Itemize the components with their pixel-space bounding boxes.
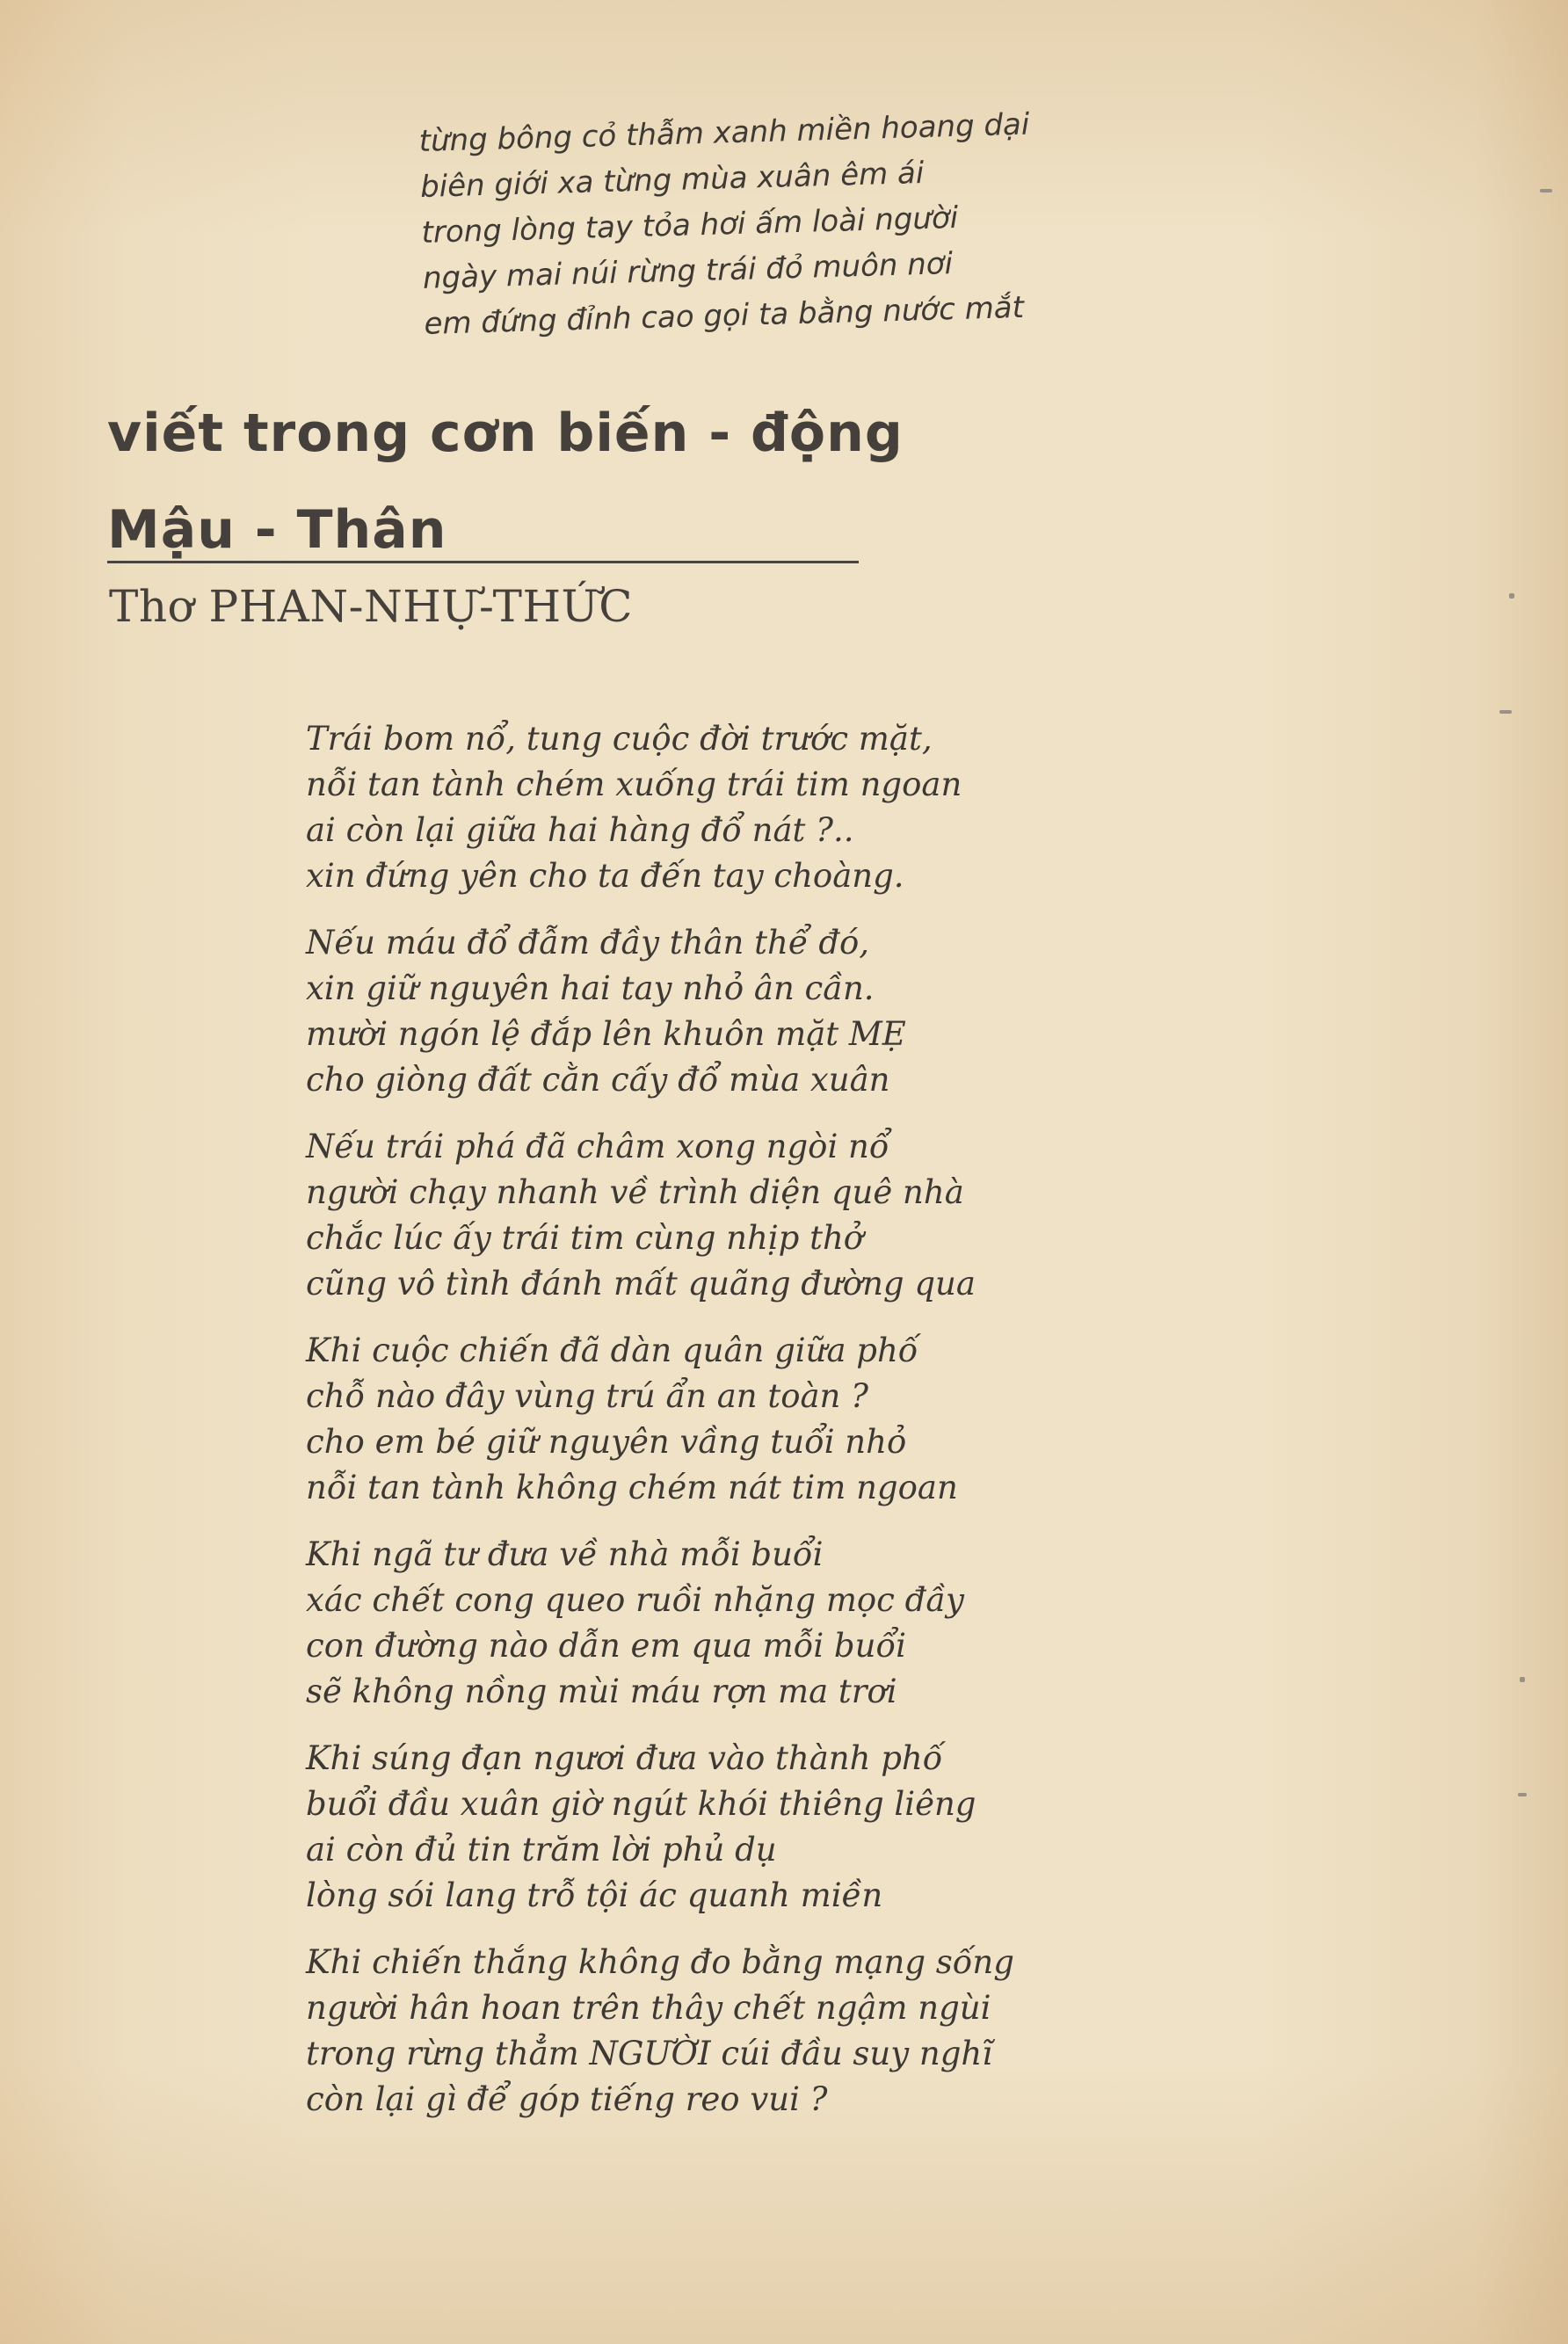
poem-line: Trái bom nổ, tung cuộc đời trước mặt, [306, 720, 933, 758]
poem-line: buổi đầu xuân giờ ngút khói thiêng liêng [306, 1785, 976, 1823]
poem-line: cũng vô tình đánh mất quãng đường qua [306, 1265, 976, 1303]
top-stanza-line: ngày mai núi rừng trái đỏ muôn nơi [422, 246, 954, 296]
poem-line: Khi súng đạn ngươi đưa vào thành phố [306, 1739, 943, 1777]
poem-line: mười ngón lệ đắp lên khuôn mặt MẸ [306, 1015, 906, 1053]
poem-line: còn lại gì để góp tiếng reo vui ? [306, 2080, 828, 2118]
top-stanza-line: từng bông cỏ thẫm xanh miền hoang dại [418, 106, 1030, 159]
poem-line: xin giữ nguyên hai tay nhỏ ân cần. [306, 969, 875, 1007]
poem-line: cho giòng đất cằn cấy đổ mùa xuân [306, 1061, 890, 1099]
paper-speck [1499, 710, 1512, 714]
paper-speck [1520, 1677, 1525, 1682]
poem-title-line-2: Mậu - Thân [107, 499, 447, 561]
poem-line: người hân hoan trên thây chết ngậm ngùi [306, 1989, 991, 2027]
poem-line: trong rừng thẳm NGƯỜI cúi đầu suy nghĩ [306, 2035, 993, 2072]
poem-line: sẽ không nồng mùi máu rợn ma trơi [306, 1673, 897, 1710]
poem-line: ai còn lại giữa hai hàng đổ nát ?.. [306, 811, 854, 849]
stanza [306, 1736, 1097, 1919]
paper-speck [1509, 593, 1514, 599]
poem-line: Nếu máu đổ đẫm đầy thân thể đó, [306, 924, 870, 962]
stanza [306, 1532, 1097, 1715]
stanza [306, 1124, 1097, 1307]
title-divider [107, 561, 859, 563]
poem-line: cho em bé giữ nguyên vầng tuổi nhỏ [306, 1423, 907, 1461]
stanza [306, 1328, 1097, 1511]
paper-speck [1518, 1793, 1527, 1796]
top-stanza [418, 99, 1128, 347]
poem-line: nỗi tan tành chém xuống trái tim ngoan [306, 766, 962, 803]
paper-speck [1540, 189, 1552, 192]
poem-line: lòng sói lang trỗ tội ác quanh miền [306, 1876, 883, 1914]
poem-line: Khi ngã tư đưa về nhà mỗi buổi [306, 1535, 824, 1573]
poem-line: Nếu trái phá đã châm xong ngòi nổ [306, 1128, 889, 1165]
author-byline: Thơ PHAN-NHỰ-THỨC [109, 581, 633, 632]
poem-line: nỗi tan tành không chém nát tim ngoan [306, 1469, 958, 1506]
poem-line: xin đứng yên cho ta đến tay choàng. [306, 857, 904, 895]
poem-line: ai còn đủ tin trăm lời phủ dụ [306, 1831, 777, 1869]
poem-title [107, 385, 986, 578]
stanza [306, 1940, 1097, 2123]
poem-title-line-1: viết trong cơn biến - động [107, 403, 904, 464]
stanza [306, 716, 1097, 899]
poem-line: chỗ nào đây vùng trú ẩn an toàn ? [306, 1377, 868, 1415]
stanza [306, 920, 1097, 1103]
top-stanza-line: biên giới xa từng mùa xuân êm ái [419, 155, 925, 205]
poem-line: Khi chiến thắng không đo bằng mạng sống [306, 1943, 1014, 1981]
poem-line: người chạy nhanh về trình diện quê nhà [306, 1173, 964, 1211]
poem-line: xác chết cong queo ruồi nhặng mọc đầy [306, 1581, 964, 1619]
poem-line: Khi cuộc chiến đã dàn quân giữa phố [306, 1332, 918, 1369]
poem-line: chắc lúc ấy trái tim cùng nhịp thở [306, 1219, 864, 1257]
top-stanza-line: trong lòng tay tỏa hơi ấm loài người [421, 200, 959, 250]
poem-line: con đường nào dẫn em qua mỗi buổi [306, 1627, 906, 1665]
top-stanza-line: em đứng đỉnh cao gọi ta bằng nước mắt [423, 289, 1025, 342]
poem-body [306, 716, 1097, 2144]
